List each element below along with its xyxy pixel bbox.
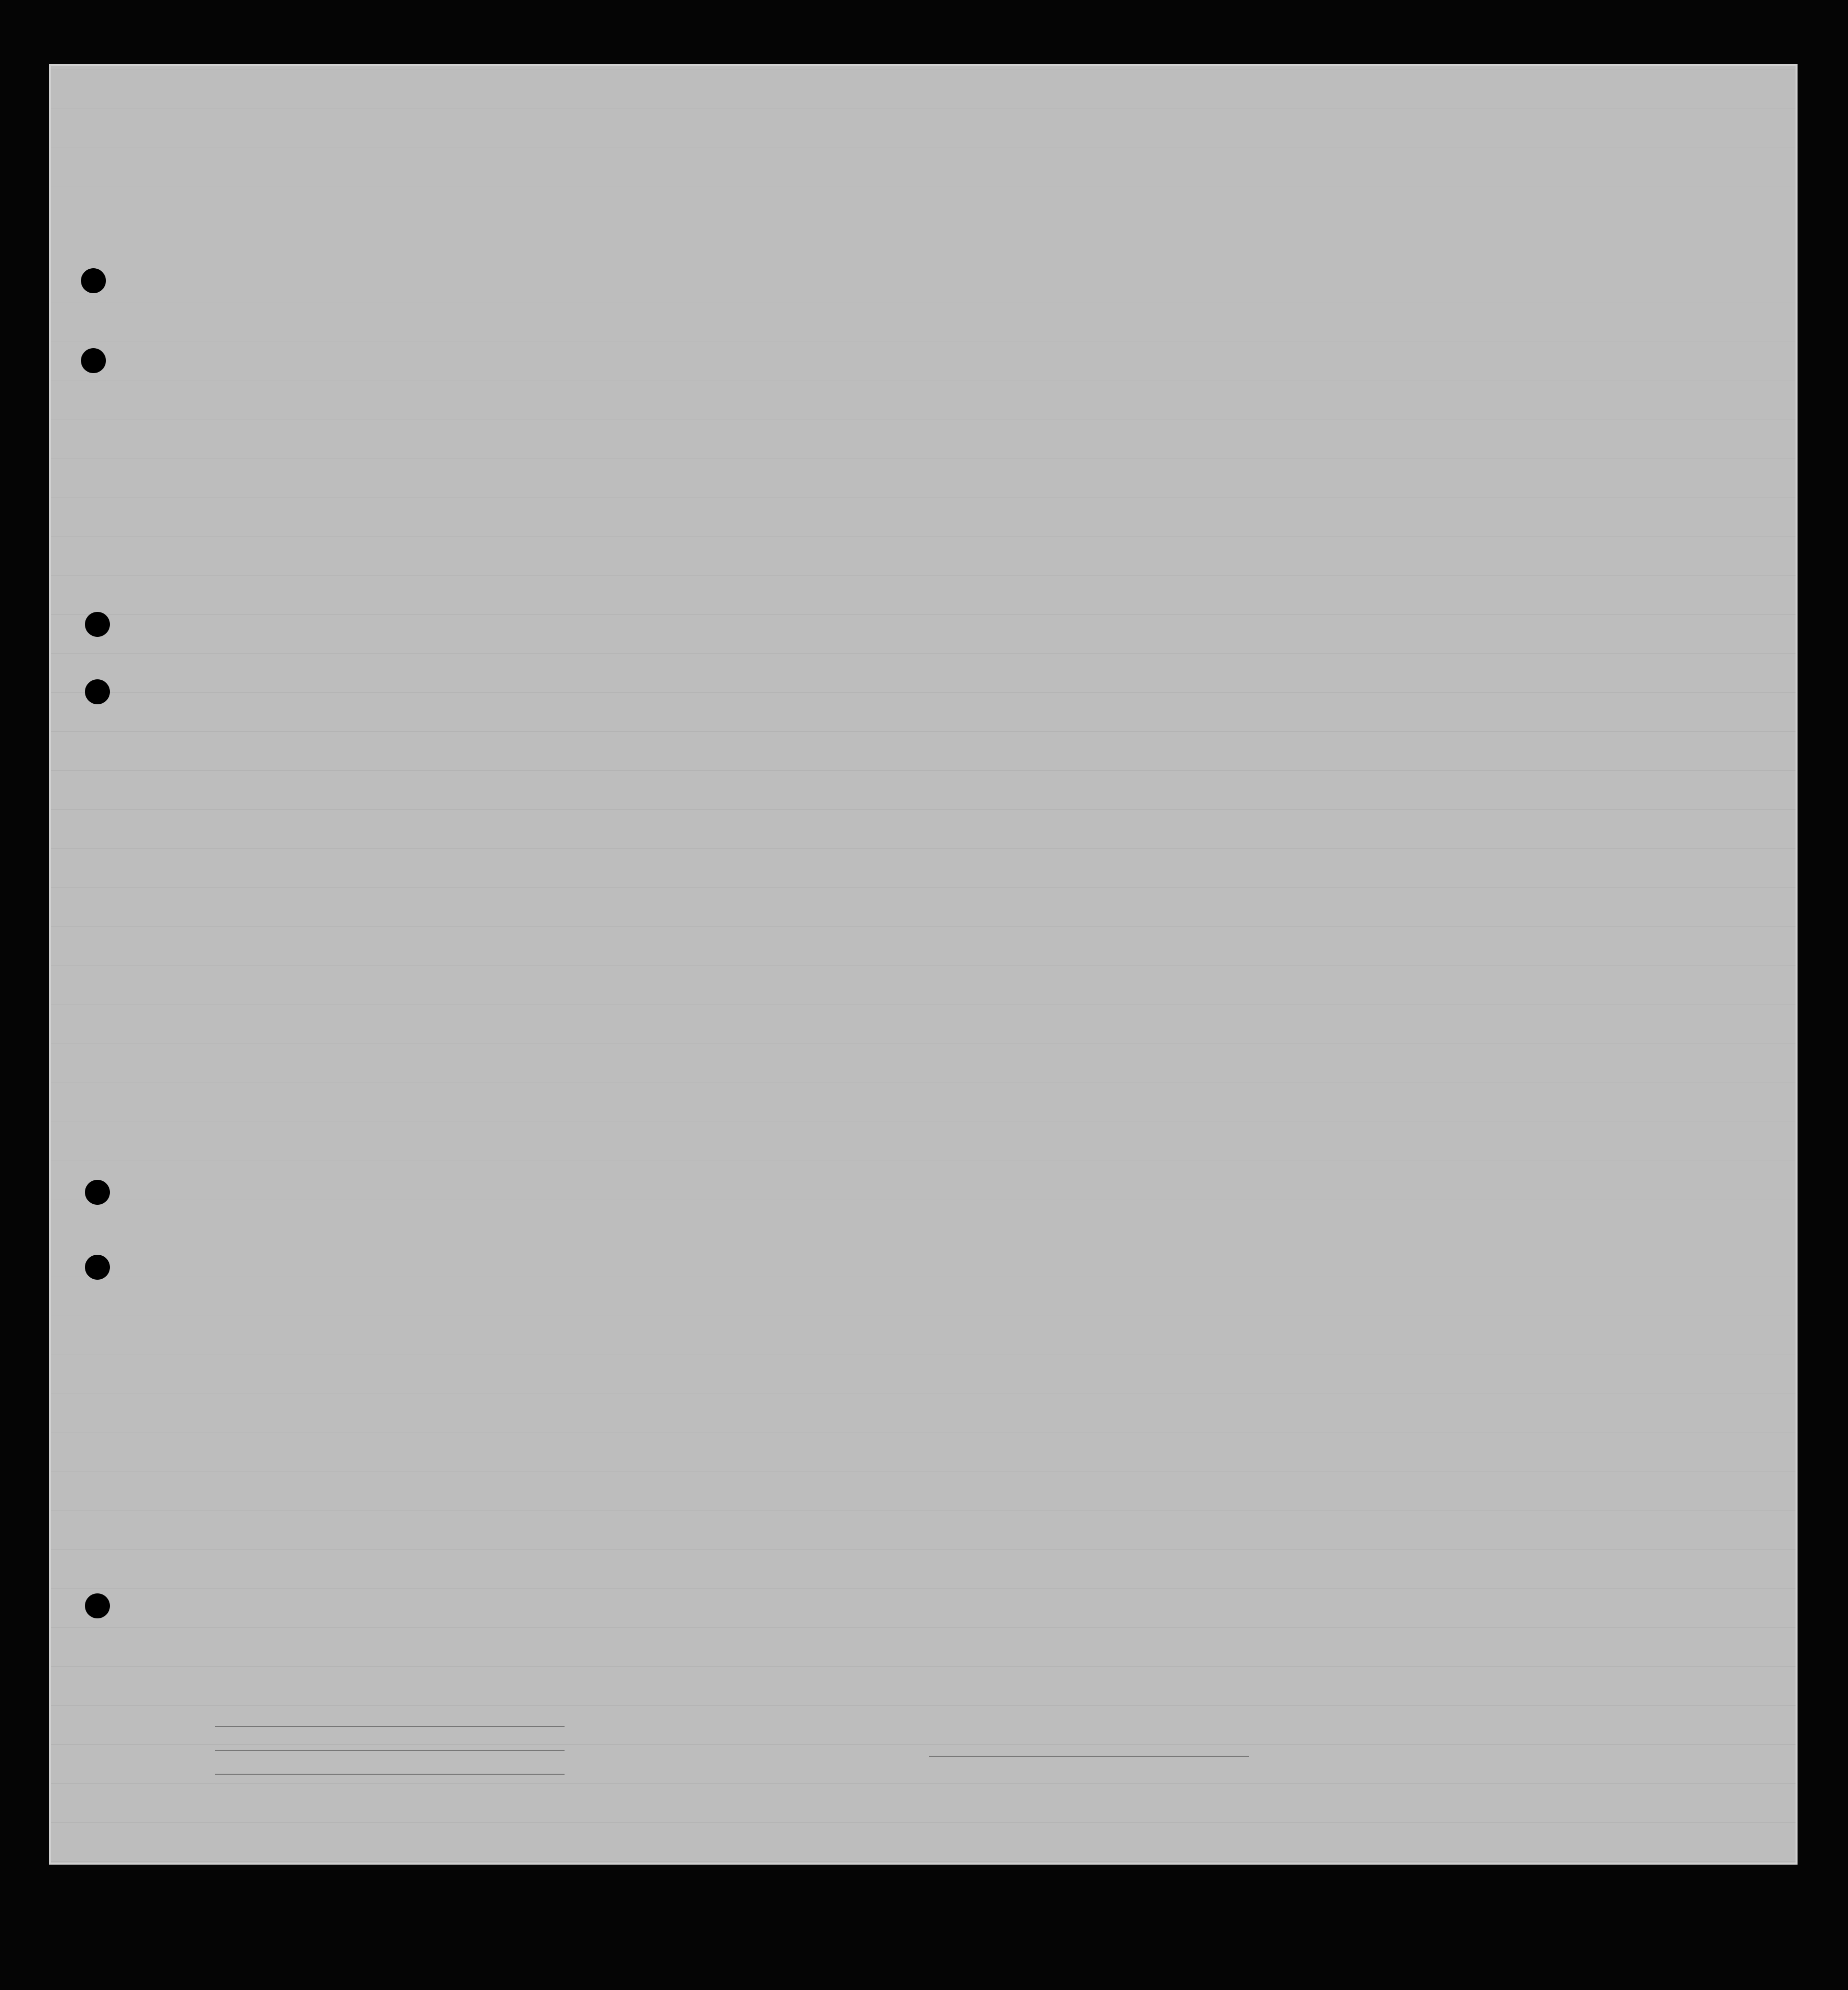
manifest-sheet (49, 64, 1798, 1865)
punch-hole (81, 268, 106, 293)
punch-hole (85, 1180, 110, 1205)
punch-hole (81, 348, 106, 373)
inspector-rule (929, 1756, 1249, 1757)
owners-rule (215, 1750, 565, 1751)
punch-hole (85, 679, 110, 704)
line-rule (215, 1726, 565, 1727)
punch-hole (85, 1255, 110, 1280)
punch-hole (85, 612, 110, 637)
punch-hole (85, 1593, 110, 1618)
agents-rule (215, 1774, 565, 1775)
